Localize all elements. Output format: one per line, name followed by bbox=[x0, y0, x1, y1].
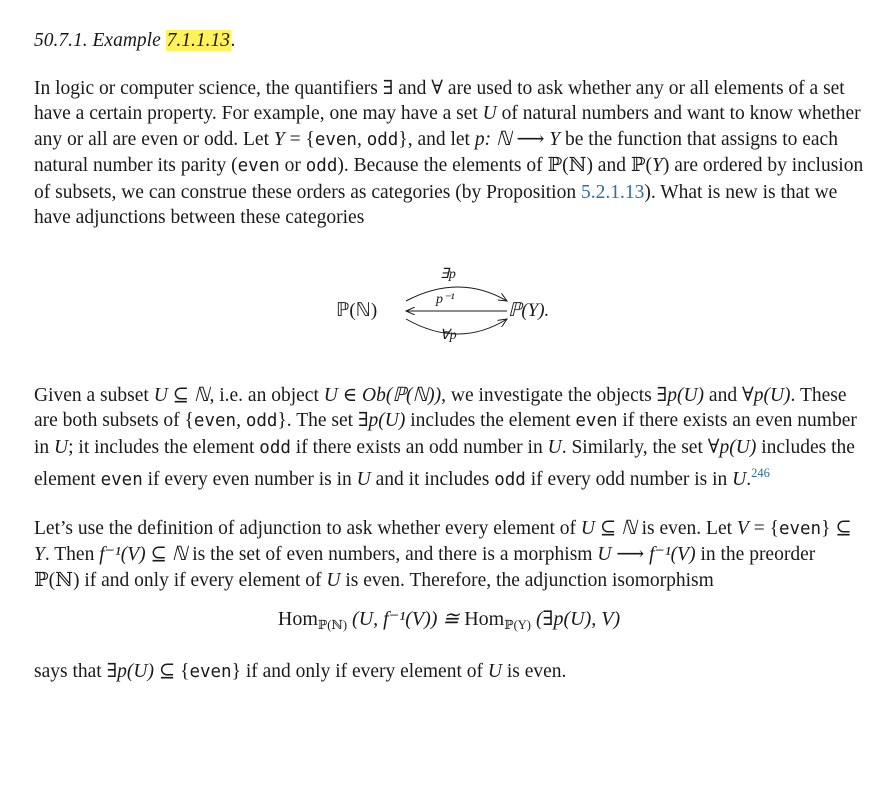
label-exists: ∃p bbox=[440, 266, 456, 282]
p3-math-Y: Y bbox=[34, 544, 45, 565]
hom-left: Hom bbox=[277, 608, 318, 630]
proposition-link[interactable]: 5.2.1.13 bbox=[580, 181, 645, 203]
p2-text-20: includes the element bbox=[34, 436, 855, 490]
p1-text-5: be the function that assigns to each natural number its parity ( bbox=[34, 128, 838, 176]
diagram-svg bbox=[34, 233, 864, 383]
p1-math-Y-2: Y bbox=[652, 155, 663, 176]
p3-text-1: Let’s use the definition of adjunction to ask whether every element of bbox=[34, 517, 581, 539]
paragraph-4 bbox=[34, 659, 864, 686]
p3-math-preimage: f⁻¹(V) ⊆ ℕ bbox=[99, 544, 188, 565]
p2-comma: , bbox=[236, 410, 246, 431]
label-forall: ∀p bbox=[440, 327, 457, 343]
p3-text-14: is even. Therefore, the adjunction isomorphism bbox=[340, 569, 714, 591]
p2-odd-2: odd bbox=[259, 437, 291, 458]
p2-text-1: Given a subset bbox=[34, 384, 154, 406]
p3-even: even bbox=[778, 518, 822, 539]
p3-math-morphism: U ⟶ f⁻¹(V) bbox=[597, 544, 696, 565]
p4-math-exists: ∃p(U) bbox=[106, 660, 154, 682]
p2-math-forall-2: ∀p(U) bbox=[707, 436, 757, 458]
p4-text-4: } if and only if every element of bbox=[231, 660, 488, 682]
p1-math-Y: Y bbox=[273, 128, 285, 150]
p2-math-exists: ∃p(U) bbox=[656, 384, 705, 406]
p2-math-U-4: U bbox=[732, 469, 747, 490]
p2-text-15: ; it includes the element bbox=[68, 436, 260, 458]
p2-math-U-3: U bbox=[356, 469, 371, 490]
p2-text-24: if every odd number is in bbox=[525, 469, 733, 490]
p2-math-U: U bbox=[54, 436, 69, 458]
p1-text-7: ) are ordered by inclusion of subsets, we can construe these orders as categories (by Proposition bbox=[34, 155, 864, 203]
diagram-left-object: ℙ(ℕ) bbox=[336, 299, 378, 321]
paragraph-1 bbox=[34, 76, 864, 231]
p2-text-16: if there exists an odd number in bbox=[290, 436, 548, 458]
footnote-246-link[interactable]: 246 bbox=[751, 466, 770, 480]
p2-math-object: U ∈ Ob(ℙ(ℕ)) bbox=[323, 384, 442, 406]
p3-text-10: is the set of even numbers, and there is a morphism bbox=[187, 544, 598, 565]
p2-math-U-2: U bbox=[547, 436, 562, 458]
p2-text-23: and it includes bbox=[370, 469, 495, 490]
example-heading-end: . bbox=[230, 30, 236, 51]
p2-text-5: , we investigate the objects bbox=[441, 384, 657, 406]
p3-text-8: . Then bbox=[44, 544, 100, 565]
p2-text-18: . Similarly, the set bbox=[561, 436, 708, 458]
p1-math-pmap: p: ℕ ⟶ Y bbox=[474, 128, 561, 150]
p1-text-6: ). Because the elements of ℙ(ℕ) and ℙ( bbox=[337, 155, 652, 176]
page bbox=[34, 28, 864, 685]
p1-text-4: }, and let bbox=[398, 128, 475, 150]
hom-right: Hom bbox=[464, 608, 505, 630]
p1-even: even bbox=[314, 129, 357, 150]
p1-odd: odd bbox=[366, 129, 399, 150]
p3-text-3: is even. Let bbox=[636, 517, 737, 539]
label-preimage: p⁻¹ bbox=[436, 291, 455, 307]
p1-or: or bbox=[279, 155, 306, 176]
p2-math-exists-2: ∃p(U) bbox=[357, 410, 406, 431]
p2-text-3: , i.e. an object bbox=[209, 384, 324, 406]
p1-math-U: U bbox=[482, 103, 497, 124]
p4-text-6: is even. bbox=[501, 660, 567, 682]
p2-math-forall: ∀p(U) bbox=[741, 384, 791, 406]
p3-text-12: in the preorder ℙ(ℕ) if and only if every element of bbox=[34, 544, 816, 591]
hom-left-args: (U, f⁻¹(V)) ≅ bbox=[347, 608, 465, 630]
p2-even-2: even bbox=[575, 411, 618, 431]
p2-text-13: if there exists an even number in bbox=[34, 410, 857, 458]
p1-text-3: = { bbox=[284, 128, 315, 150]
paragraph-3 bbox=[34, 516, 864, 594]
adjunction-diagram bbox=[34, 233, 864, 383]
p2-text-26: . bbox=[746, 469, 752, 490]
p1-text-2: of natural numbers and want to know whether any or all are even or odd. Let bbox=[34, 103, 861, 150]
p3-math-U: U bbox=[326, 569, 341, 591]
p2-text-12: includes the element bbox=[405, 410, 576, 431]
p3-text-5: = { bbox=[748, 517, 779, 539]
example-heading bbox=[34, 28, 864, 54]
example-number: 50.7.1. Example bbox=[34, 30, 166, 51]
adjunction-isomorphism bbox=[34, 607, 864, 639]
p2-text-10: }. The set bbox=[277, 410, 358, 431]
p2-odd: odd bbox=[245, 411, 278, 431]
p1-even-2: even bbox=[237, 156, 280, 176]
hom-left-sub: ℙ(ℕ) bbox=[317, 618, 348, 632]
hom-right-sub: ℙ(Y) bbox=[504, 618, 531, 632]
p2-math-subset: U ⊆ ℕ bbox=[153, 384, 210, 406]
p1-odd-2: odd bbox=[305, 156, 338, 176]
p1-text-1: In logic or computer science, the quantifiers ∃ and ∀ are used to ask whether any or all elements of a set have a certain property. For example, one may have a set bbox=[34, 77, 845, 124]
p1-text-8: ). What is new is that we have adjunctions between these categories bbox=[34, 181, 838, 228]
arrow-exists bbox=[406, 287, 507, 301]
p4-even: even bbox=[189, 661, 232, 682]
p1-comma: , bbox=[356, 128, 367, 150]
hom-right-args: (∃p(U), V) bbox=[530, 608, 621, 630]
p2-text-7: and bbox=[704, 384, 742, 406]
p4-text-3: ⊆ { bbox=[153, 660, 190, 682]
p2-even-3: even bbox=[100, 470, 143, 490]
example-ref-highlight[interactable]: 7.1.1.13 bbox=[166, 30, 230, 51]
p3-math-V: V bbox=[736, 517, 749, 539]
p3-text-6: } ⊆ bbox=[821, 517, 852, 539]
diagram-right-object: ℙ(Y). bbox=[508, 299, 550, 321]
p2-odd-3: odd bbox=[494, 470, 526, 490]
p2-text-21: if every even number is in bbox=[142, 469, 357, 490]
spacer bbox=[34, 494, 864, 516]
paragraph-2 bbox=[34, 383, 864, 494]
p2-text-9: . These are both subsets of { bbox=[34, 384, 847, 431]
p4-math-U: U bbox=[487, 660, 502, 682]
p3-math-subset: U ⊆ ℕ bbox=[580, 517, 637, 539]
p2-even: even bbox=[193, 411, 237, 431]
p4-text-1: says that bbox=[34, 660, 107, 682]
